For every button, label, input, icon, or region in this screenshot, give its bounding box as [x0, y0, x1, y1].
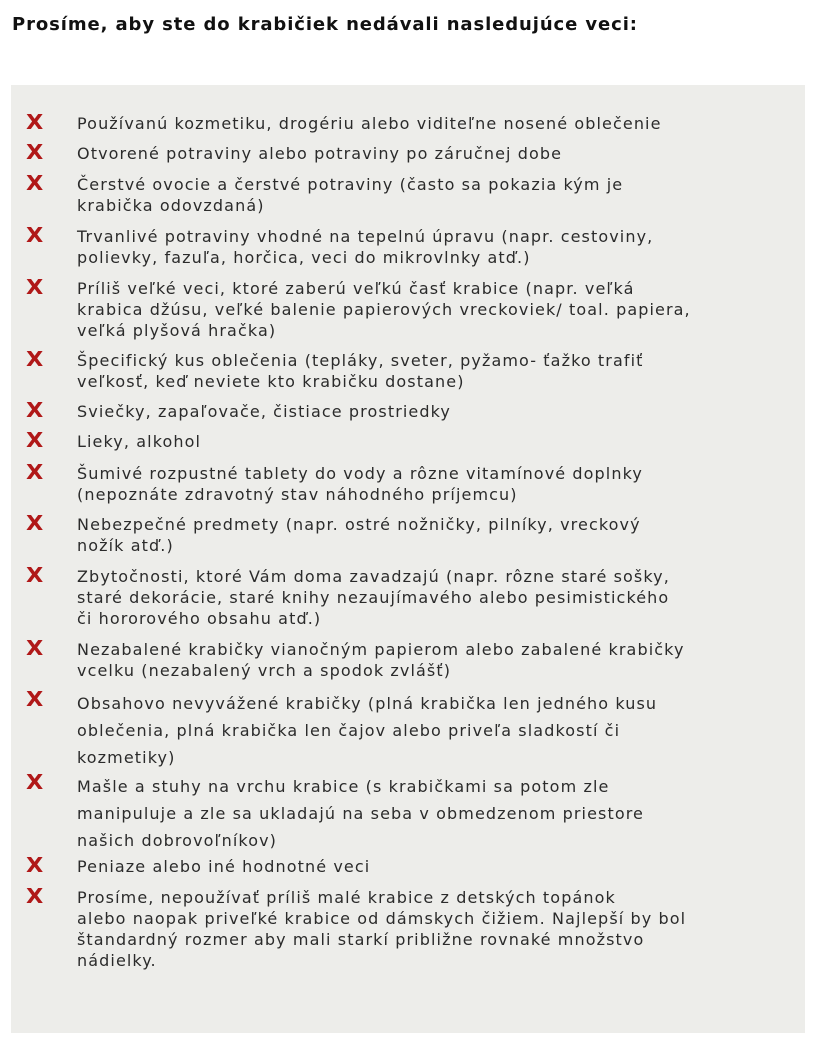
- cross-mark-icon: X: [26, 460, 44, 484]
- list-item-text: Obsahovo nevyvážené krabičky (plná krabička len jedného kusu oblečenia, plná krabička len čajov alebo priveľa sladkostí či kozmetiky): [77, 694, 658, 767]
- cross-mark-icon: X: [26, 110, 44, 134]
- list-item-text: Príliš veľké veci, ktoré zaberú veľkú časť krabice (napr. veľká krabica džúsu, veľké balenie papierových vreckoviek/ toal. papiera, veľká plyšová hračka): [77, 279, 691, 340]
- list-item-text: Prosíme, nepoužívať príliš malé krabice z detských topánok alebo naopak priveľké krabice od dámskych čižiem. Najlepší by bol štandardný rozmer aby mali starkí približne rovnaké množstvo nádielky.: [77, 888, 687, 970]
- list-item-text: Peniaze alebo iné hodnotné veci: [77, 857, 371, 876]
- list-item-text: Čerstvé ovocie a čerstvé potraviny (často sa pokazia kým je krabička odovzdaná): [77, 175, 624, 215]
- cross-mark-icon: X: [26, 884, 44, 908]
- list-item-text: Šumivé rozpustné tablety do vody a rôzne vitamínové doplnky (nepoznáte zdravotný stav náhodného príjemcu): [77, 464, 643, 504]
- cross-mark-icon: X: [26, 171, 44, 195]
- list-item-text: Nebezpečné predmety (napr. ostré nožničky, pilníky, vreckový nožík atď.): [77, 515, 641, 555]
- page-title: Prosíme, aby ste do krabičiek nedávali nasledujúce veci:: [12, 14, 638, 35]
- cross-mark-icon: X: [26, 398, 44, 422]
- list-item-text: Otvorené potraviny alebo potraviny po záručnej dobe: [77, 144, 563, 163]
- list-item-text: Mašle a stuhy na vrchu krabice (s krabičkami sa potom zle manipuluje a zle sa ukladajú na seba v obmedzenom priestore našich dobrovoľníkov): [77, 777, 644, 850]
- list-item-text: Lieky, alkohol: [77, 432, 202, 451]
- cross-mark-icon: X: [26, 428, 44, 452]
- cross-mark-icon: X: [26, 636, 44, 660]
- cross-mark-icon: X: [26, 511, 44, 535]
- list-item-text: Nezabalené krabičky vianočným papierom alebo zabalené krabičky vcelku (nezabalený vrch a spodok zvlášť): [77, 640, 685, 680]
- list-item-text: Zbytočnosti, ktoré Vám doma zavadzajú (napr. rôzne staré sošky, staré dekorácie, staré knihy nezaujímavého alebo pesimistického či hororového obsahu atď.): [77, 567, 670, 628]
- cross-mark-icon: X: [26, 687, 44, 711]
- cross-mark-icon: X: [26, 347, 44, 371]
- cross-mark-icon: X: [26, 140, 44, 164]
- cross-mark-icon: X: [26, 853, 44, 877]
- list-item-text: Špecifický kus oblečenia (tepláky, sveter, pyžamo- ťažko trafiť veľkosť, keď neviete kto krabičku dostane): [77, 351, 644, 391]
- list-item-text: Trvanlivé potraviny vhodné na tepelnú úpravu (napr. cestoviny, polievky, fazuľa, horčica, veci do mikrovlnky atď.): [77, 227, 654, 267]
- list-item-text: Sviečky, zapaľovače, čistiace prostriedky: [77, 402, 451, 421]
- list-item-text: Používanú kozmetiku, drogériu alebo viditeľne nosené oblečenie: [77, 114, 662, 133]
- cross-mark-icon: X: [26, 223, 44, 247]
- cross-mark-icon: X: [26, 770, 44, 794]
- cross-mark-icon: X: [26, 275, 44, 299]
- cross-mark-icon: X: [26, 563, 44, 587]
- prohibited-items-panel: [11, 85, 805, 1033]
